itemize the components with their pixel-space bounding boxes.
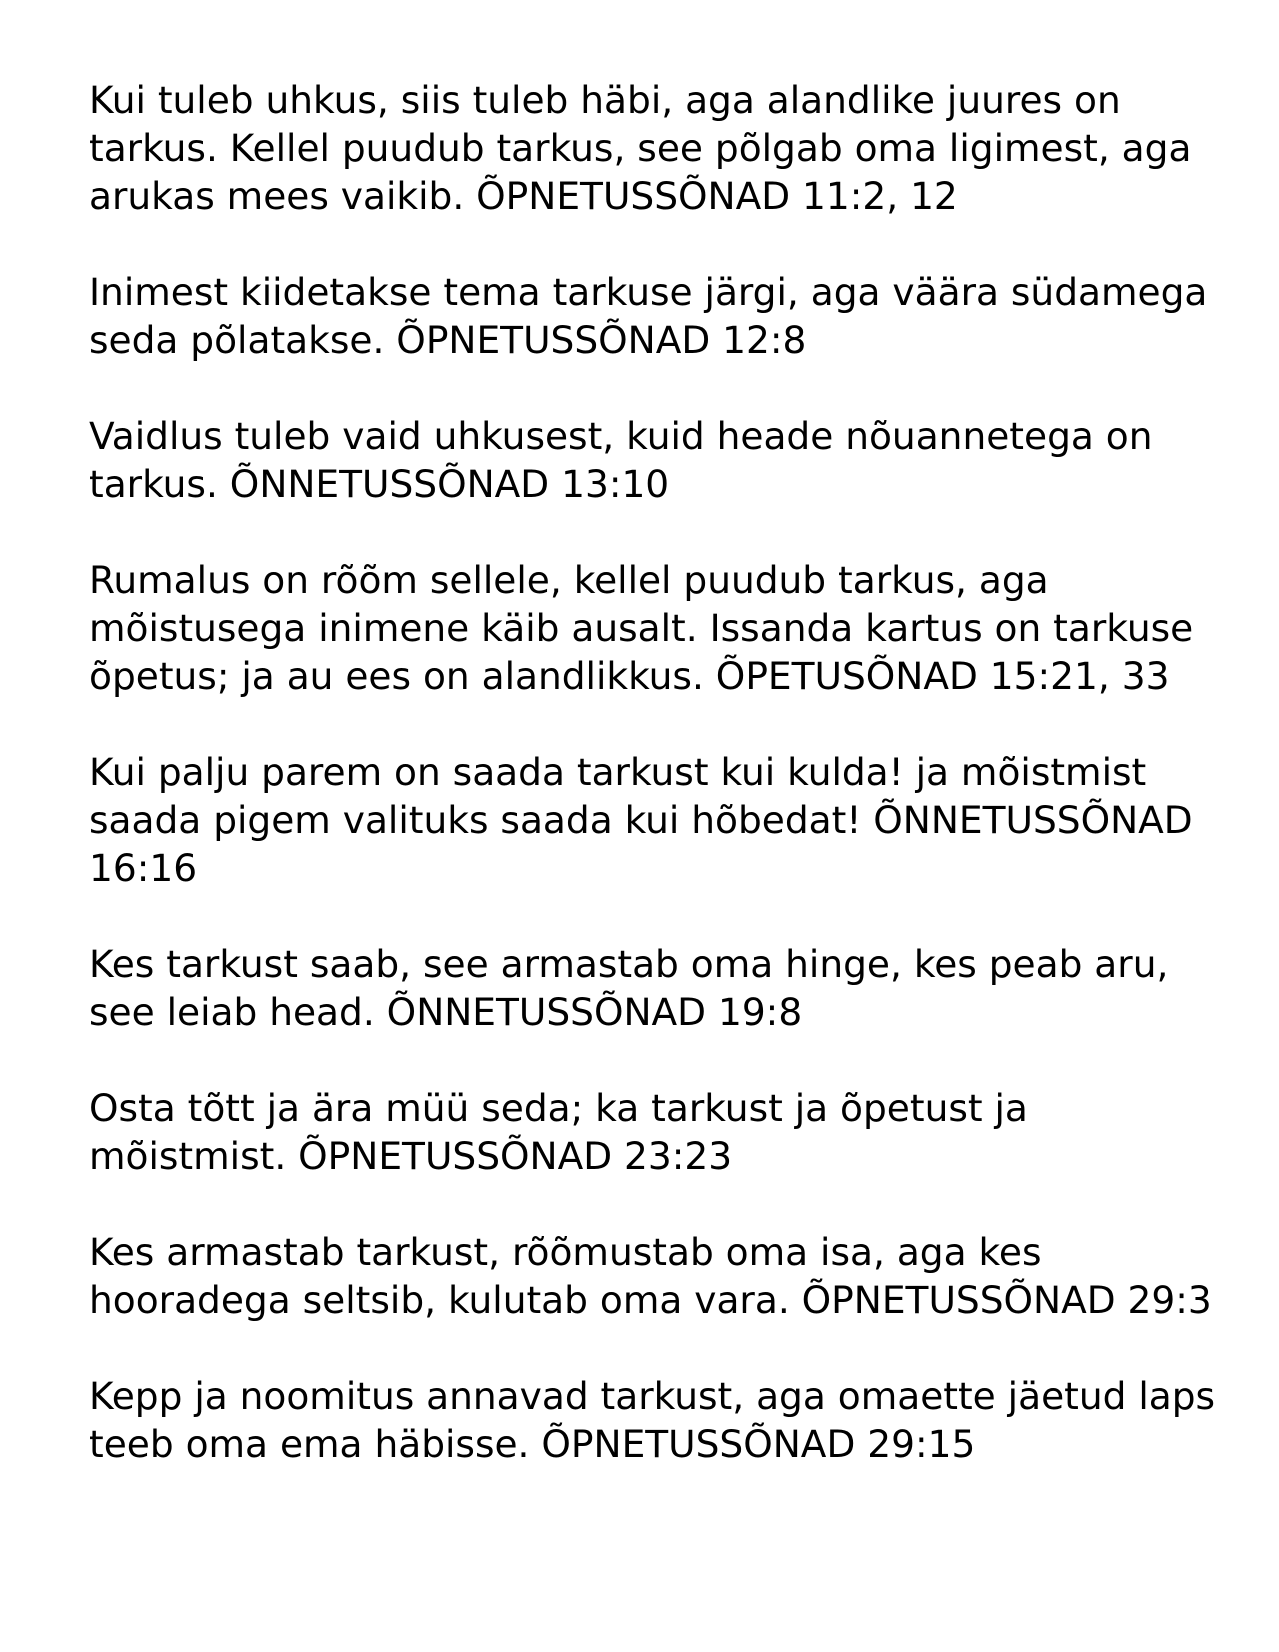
verse-list bbox=[89, 76, 1229, 1516]
verse-paragraph: Kes armastab tarkust, rõõmustab oma isa, aga kes hooradega seltsib, kulutab oma vara. ÕPNETUSSÕNAD 29:3 bbox=[89, 1230, 1212, 1322]
verse-paragraph: Osta tõtt ja ära müü seda; ka tarkust ja õpetust ja mõistmist. ÕPNETUSSÕNAD 23:23 bbox=[89, 1086, 1028, 1178]
verse-paragraph: Rumalus on rõõm sellele, kellel puudub tarkus, aga mõistusega inimene käib ausalt. Issanda kartus on tarkuse õpetus; ja au ees on alandlikkus. ÕPETUSÕNAD 15:21, 33 bbox=[89, 558, 1194, 698]
verse-paragraph: Kes tarkust saab, see armastab oma hinge, kes peab aru, see leiab head. ÕNNETUSSÕNAD 19:8 bbox=[89, 942, 1169, 1034]
verse-paragraph: Vaidlus tuleb vaid uhkusest, kuid heade nõuannetega on tarkus. ÕNNETUSSÕNAD 13:10 bbox=[89, 414, 1153, 506]
verse-paragraph: Kui palju parem on saada tarkust kui kulda! ja mõistmist saada pigem valituks saada kui hõbedat! ÕNNETUSSÕNAD 16:16 bbox=[89, 750, 1193, 890]
verse-paragraph: Kepp ja noomitus annavad tarkust, aga omaette jäetud laps teeb oma ema häbisse. ÕPNETUSSÕNAD 29:15 bbox=[89, 1374, 1216, 1466]
verse-paragraph: Inimest kiidetakse tema tarkuse järgi, aga väära südamega seda põlatakse. ÕPNETUSSÕNAD 12:8 bbox=[89, 270, 1208, 362]
verse-paragraph: Kui tuleb uhkus, siis tuleb häbi, aga alandlike juures on tarkus. Kellel puudub tarkus, see põlgab oma ligimest, aga arukas mees vaikib. ÕPNETUSSÕNAD 11:2, 12 bbox=[89, 78, 1192, 218]
